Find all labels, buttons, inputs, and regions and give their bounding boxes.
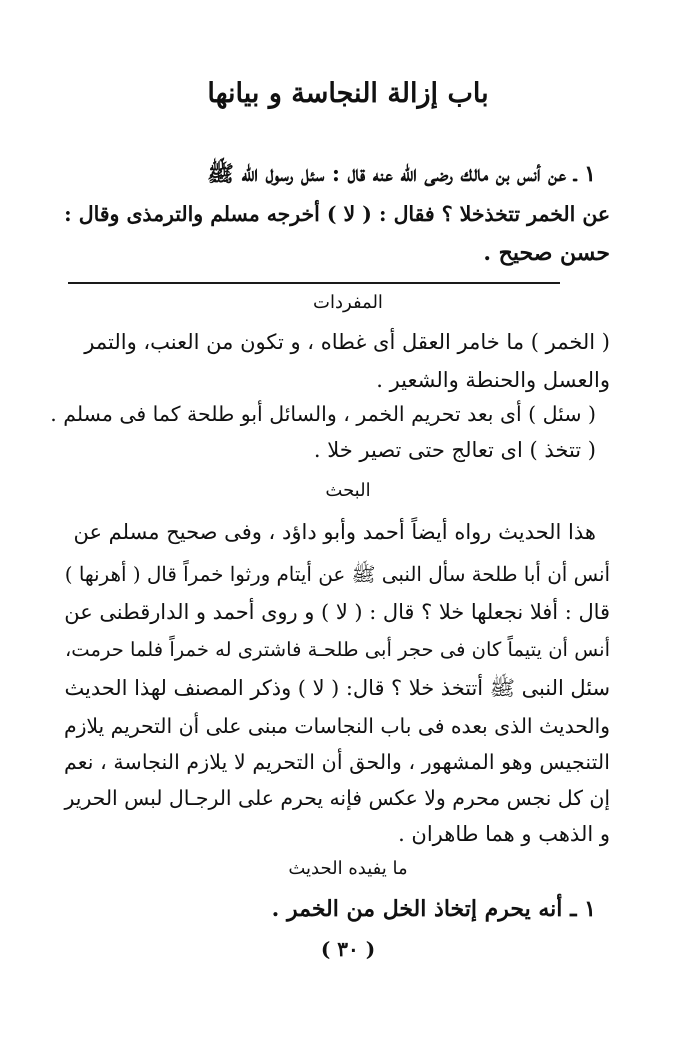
- mufradat-line-2: والعسل والحنطة والشعير .: [376, 368, 610, 392]
- benefits-line-1: ١ ـ أنه يحرم إتخاذ الخل من الخمر .: [271, 896, 596, 922]
- hadith-line-2: عن الخمر تتخذخلا ؟ فقال : ( لا ) أخرجه مسلم والترمذى وقال :: [64, 202, 610, 226]
- chapter-title: باب إزالة النجاسة و بيانها: [207, 78, 489, 109]
- bahth-line-8: إن كل نجس محرم ولا عكس فإنه يحرم على الرجـال لبس الحرير: [64, 786, 610, 810]
- bahth-heading: البحث: [325, 480, 371, 501]
- hadith-line-3: حسن صحيح .: [483, 240, 610, 266]
- section-divider: [68, 282, 560, 284]
- bahth-line-1: هذا الحديث رواه أيضاً أحمد وأبو داؤد ، وفى صحيح مسلم عن: [73, 520, 596, 544]
- bahth-line-7: التنجيس وهو المشهور ، والحق أن التحريم لا يلازم النجاسة ، نعم: [63, 750, 610, 774]
- bahth-line-6: والحديث الذى بعده فى باب النجاسات مبنى على أن التحريم يلازم: [64, 714, 610, 738]
- mufradat-line-3: ( سئل ) أى بعد تحريم الخمر ، والسائل أبو طلحة كما فى مسلم .: [50, 402, 596, 426]
- page-number: ( ٣٠ ): [320, 937, 376, 961]
- bahth-line-2: أنس أن أبا طلحة سأل النبى ﷺ عن أيتام ورثوا خمراً قال ( أهرنها ): [64, 563, 610, 586]
- mufradat-line-1: ( الخمر ) ما خامر العقل أى غطاه ، و تكون من العنب، والتمر: [84, 330, 610, 354]
- bahth-line-3: قال : أفلا نجعلها خلا ؟ قال : ( لا ) و روى أحمد و الدارقطنى عن: [64, 600, 610, 624]
- benefits-heading: ما يفيده الحديث: [288, 858, 408, 879]
- bahth-line-5: سئل النبى ﷺ أتتخذ خلا ؟ قال: ( لا ) وذكر المصنف لهذا الحديث: [64, 676, 610, 700]
- hadith-line-1: ١ ـ عن أنس بن مالك رضى الله عنه قال : سئل رسول الله ﷺ: [207, 161, 596, 187]
- bahth-line-9: و الذهب و هما طاهران .: [398, 822, 610, 846]
- bahth-line-4: أنس أن يتيماً كان فى حجر أبى طلحـة فاشترى له خمراً فلما حرمت،: [65, 638, 610, 661]
- mufradat-heading: المفردات: [313, 292, 383, 313]
- mufradat-line-4: ( تتخذ ) اى تعالج حتى تصير خلا .: [313, 438, 596, 462]
